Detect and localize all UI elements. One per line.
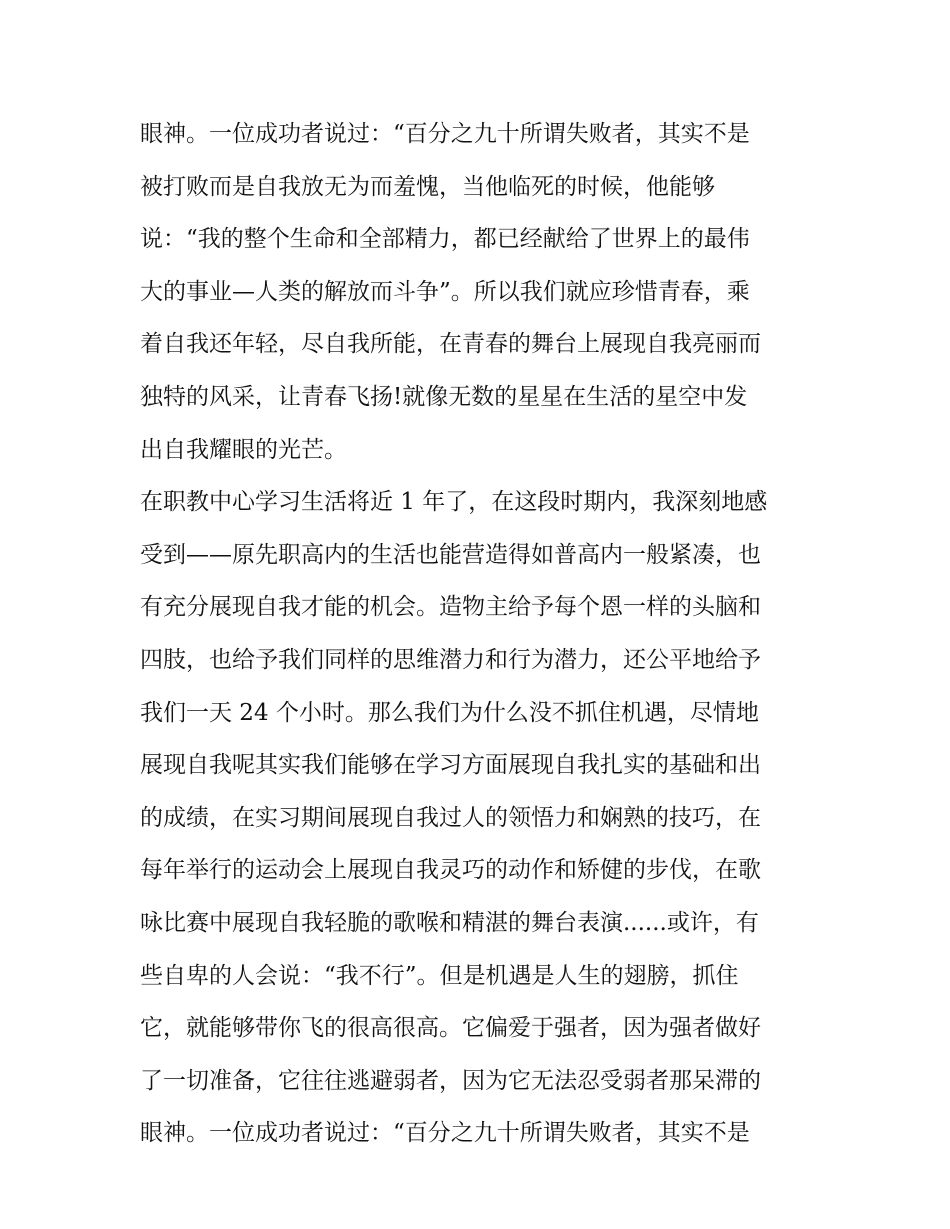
text-line: 大的事业—人类的解放而斗争”。所以我们就应珍惜青春，乘	[140, 278, 750, 305]
text-line: 四肢，也给予我们同样的思维潜力和行为潜力，还公平地给予	[140, 646, 761, 673]
text-line: 在职教中心学习生活将近 1 年了，在这段时期内，我深刻地感	[140, 489, 768, 516]
text-line: 些自卑的人会说：“我不行”。但是机遇是人生的翅膀，抓住	[140, 962, 739, 989]
text-line: 有充分展现自我才能的机会。造物主给予每个恩一样的头脑和	[140, 594, 761, 621]
text-line: 说：“我的整个生命和全部精力，都已经献给了世界上的最伟	[140, 226, 750, 253]
text-line: 展现自我呢其实我们能够在学习方面展现自我扎实的基础和出	[140, 752, 761, 779]
text-line: 了一切准备，它往往逃避弱者，因为它无法忍受弱者那呆滞的	[140, 1067, 761, 1094]
text-line: 眼神。一位成功者说过：“百分之九十所谓失败者，其实不是	[140, 1120, 750, 1147]
text-line: 着自我还年轻，尽自我所能，在青春的舞台上展现自我亮丽而	[140, 331, 761, 358]
body-text	[140, 108, 820, 1160]
text-line: 咏比赛中展现自我轻脆的歌喉和精湛的舞台表演......或许，有	[140, 909, 759, 936]
text-line: 的成绩，在实习期间展现自我过人的领悟力和娴熟的技巧，在	[140, 804, 761, 831]
text-line: 它，就能够带你飞的很高很高。它偏爱于强者，因为强者做好	[140, 1015, 761, 1042]
text-line: 每年举行的运动会上展现自我灵巧的动作和矫健的步伐，在歌	[140, 857, 761, 884]
text-line: 受到——原先职高内的生活也能营造得如普高内一般紧凑，也	[140, 541, 761, 568]
text-line: 我们一天 24 个小时。那么我们为什么没不抓住机遇，尽情地	[140, 699, 759, 726]
text-line: 眼神。一位成功者说过：“百分之九十所谓失败者，其实不是	[140, 121, 750, 147]
text-line: 被打败而是自我放无为而羞愧，当他临死的时候，他能够	[140, 173, 715, 200]
text-line: 独特的风采，让青春飞扬!就像无数的星星在生活的星空中发	[140, 383, 748, 410]
text-line: 出自我耀眼的光芒。	[140, 436, 347, 463]
